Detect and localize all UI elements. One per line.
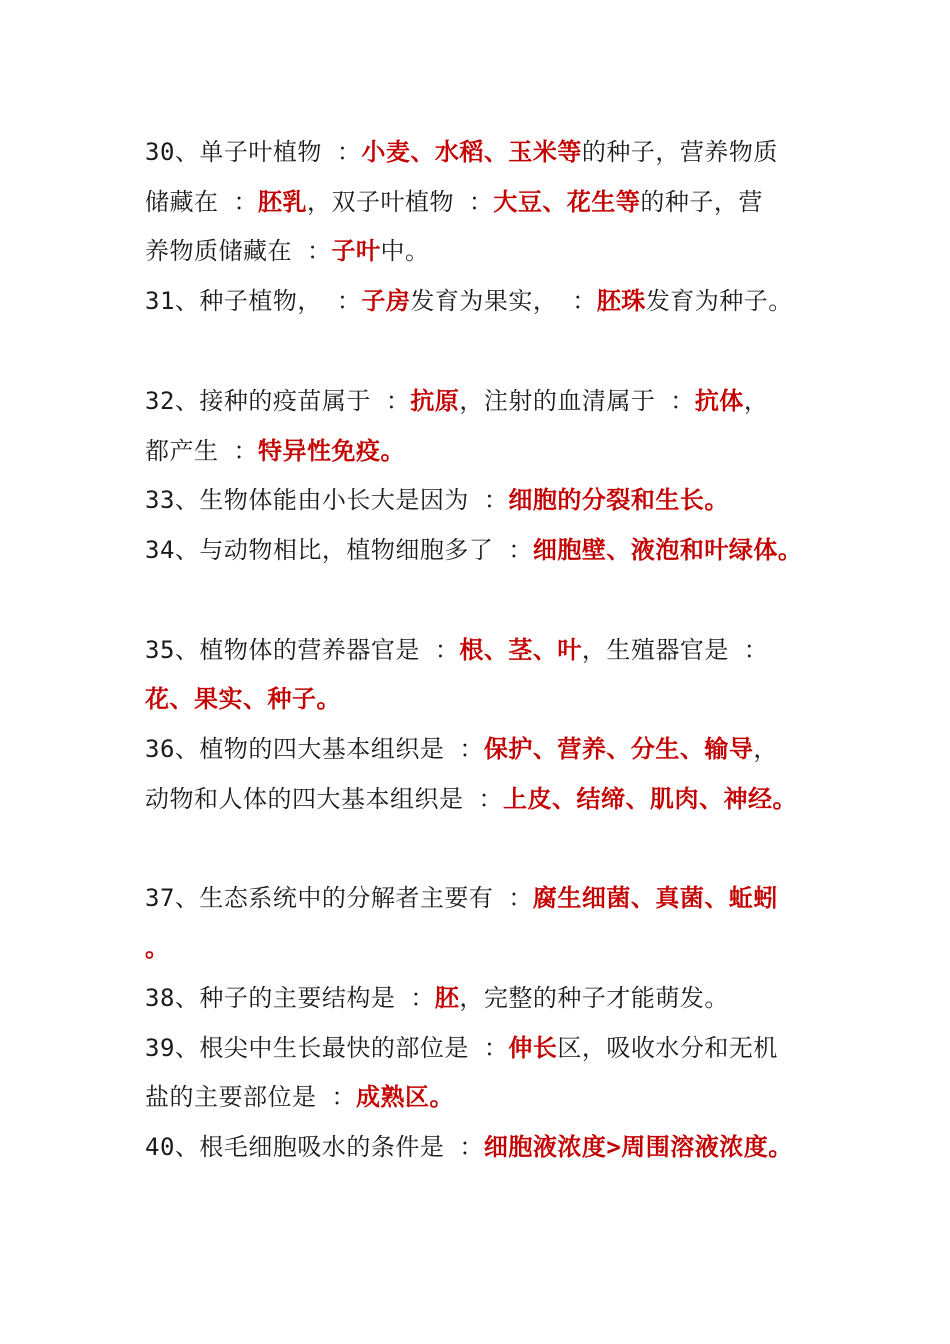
question-text: 34、与动物相比，植物细胞多了 ： [145,536,533,564]
answer-text: 抗体 [694,387,744,415]
question-text: 35、植物体的营养器官是 ： [145,636,460,664]
text-line-37b [145,928,170,968]
answer-text: 腐生细菌、真菌、蚯蚓 [532,884,778,912]
question-text: ，生殖器官是 ： [581,636,769,664]
text-line-34 [145,530,802,570]
text-line-33 [145,480,729,520]
question-text: 储藏在 ： [145,188,258,216]
text-line-37a [145,878,778,918]
answer-text: 花、果实、种子。 [145,685,341,713]
answer-text: 胚乳 [257,188,307,216]
answer-text: 。 [145,934,170,962]
answer-text: 成熟区。 [355,1083,454,1111]
text-line-31 [145,281,793,321]
question-text: 中。 [380,237,430,265]
answer-text: 特异性免疫。 [257,437,405,465]
text-line-30c [145,231,429,271]
question-text: ， [753,735,778,763]
question-text: 38、种子的主要结构是 ： [145,984,435,1012]
answer-text: 胚 [434,984,460,1012]
question-text: 动物和人体的四大基本组织是 ： [145,785,503,813]
text-line-36b [145,779,797,819]
question-text: 区，吸收水分和无机 [557,1034,778,1062]
question-text: 33、生物体能由小长大是因为 ： [145,486,509,514]
question-text: ，完整的种子才能萌发。 [459,984,729,1012]
question-text: 的种子，营养物质 [581,138,778,166]
answer-text: 根、茎、叶 [459,636,582,664]
answer-text: 胚珠 [596,287,646,315]
question-text: 30、单子叶植物 ： [145,138,362,166]
answer-text: 保护、营养、分生、输导 [483,735,754,763]
question-text: 36、植物的四大基本组织是 ： [145,735,484,763]
text-line-36a [145,729,778,769]
question-text: 的种子，营 [640,188,763,216]
answer-text: 抗原 [410,387,460,415]
text-line-32a [145,381,768,421]
question-text: ，注射的血清属于 ： [459,387,695,415]
answer-text: 细胞的分裂和生长。 [508,486,729,514]
text-line-39b [145,1077,454,1117]
answer-text: 细胞壁、液泡和叶绿体。 [532,536,803,564]
text-line-32b [145,431,405,471]
answer-text: 子叶 [331,237,381,265]
question-text: 31、种子植物， ： [145,287,362,315]
question-text: 养物质储藏在 ： [145,237,332,265]
text-line-38 [145,978,729,1018]
answer-text: 大豆、花生等 [493,188,641,216]
question-text: 发育为果实， ： [410,287,597,315]
text-line-30b [145,182,763,222]
question-text: 32、接种的疫苗属于 ： [145,387,411,415]
question-text: 发育为种子。 [645,287,793,315]
question-text: 盐的主要部位是 ： [145,1083,356,1111]
answer-text: 上皮、结缔、肌肉、神经。 [502,785,797,813]
answer-text: 小麦、水稻、玉米等 [361,138,582,166]
answer-text: 细胞液浓度>周围溶液浓度。 [483,1133,793,1161]
question-text: 都产生 ： [145,437,258,465]
text-line-30a [145,132,778,172]
text-line-39a [145,1028,778,1068]
question-text: ， [743,387,769,415]
question-text: 39、根尖中生长最快的部位是 ： [145,1034,509,1062]
question-text: 40、根毛细胞吸水的条件是 ： [145,1133,484,1161]
answer-text: 子房 [361,287,411,315]
question-text: ，双子叶植物 ： [306,188,494,216]
answer-text: 伸长 [508,1034,558,1062]
text-line-40 [145,1127,793,1167]
text-line-35b [145,679,341,719]
text-line-35a [145,630,768,670]
question-text: 37、生态系统中的分解者主要有 ： [145,884,533,912]
